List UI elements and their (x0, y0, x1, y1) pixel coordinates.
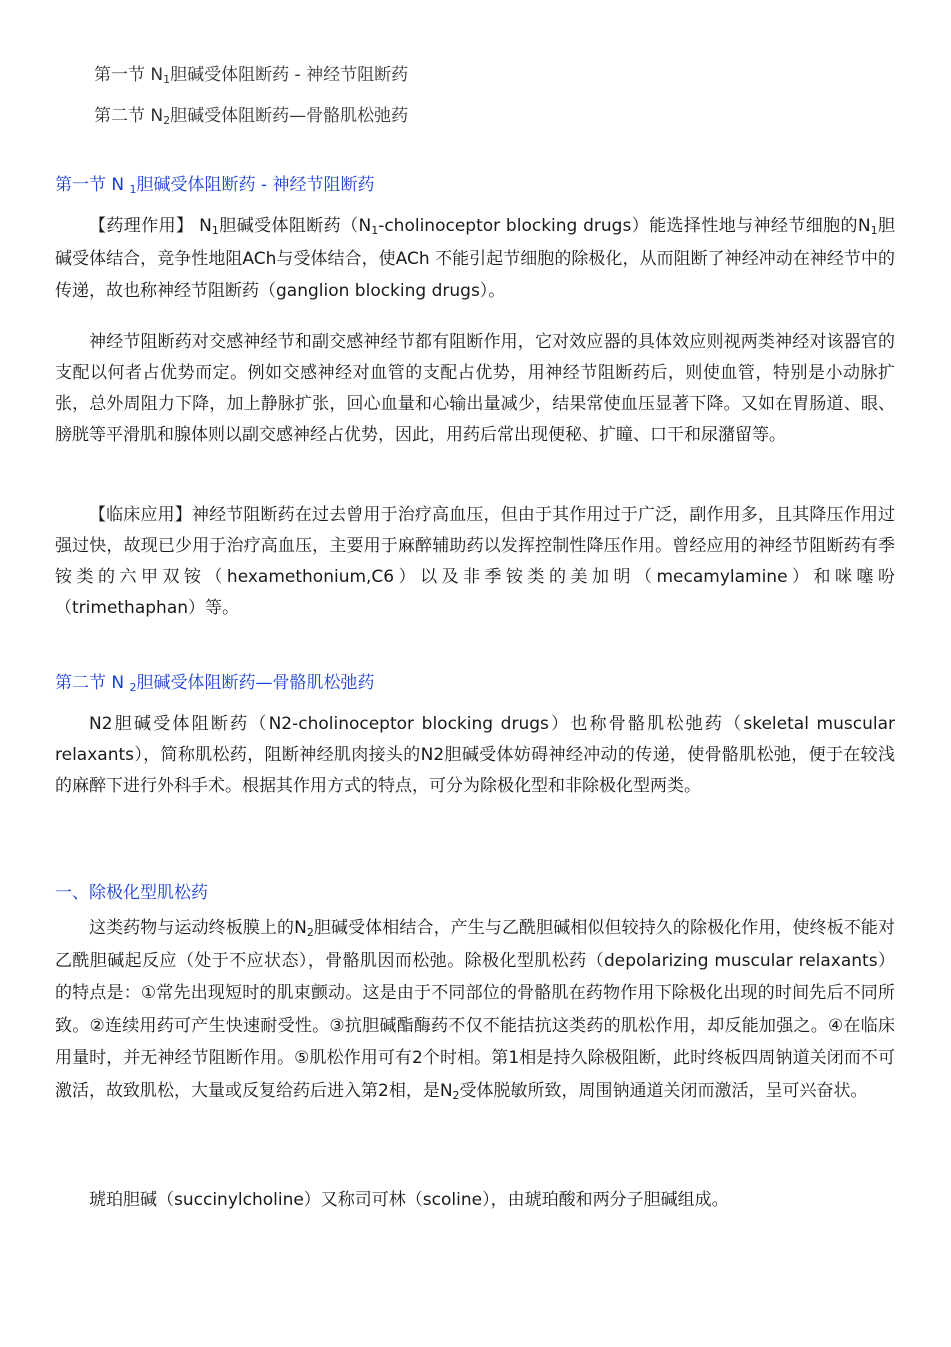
heading-text: 胆碱受体阻断药 - 神经节阻断药 (136, 175, 375, 195)
toc-text: 胆碱受体阻断药 - 神经节阻断药 (170, 65, 409, 85)
para-text: -cholinoceptor blocking drugs）能选择性地与神经节细胞的N (378, 216, 871, 236)
para-subscript: 2 (306, 926, 314, 939)
section-1-clinical-paragraph: 【临床应用】神经节阻断药在过去曾用于治疗高血压，但由于其作用过于广泛，副作用多，且其降压作用过强过快，故现已少用于治疗高血压，主要用于麻醉辅助药以发挥控制性降压作用。曾经应用的神经节阻断药有季铵类的六甲双铵（hexamethonium,C6）以及非季铵类的美加明（mecamylamine）和咪噻吩（trimethaphan）等。 (55, 505, 895, 618)
section-3-succinylcholine-paragraph: 琥珀胆碱（succinylcholine）又称司可林（scoline），由琥珀酸和两分子胆碱组成。 (89, 1190, 729, 1210)
section-3-depolarizing-paragraph (55, 912, 895, 1107)
section-2-intro-paragraph: N2胆碱受体阻断药（N2-cholinoceptor blocking drugs）也称骨骼肌松弛药（skeletal muscular relaxants），简称肌松药，阻断神经肌肉接头的N2胆碱受体妨碍神经冲动的传递，使骨骼肌松弛，便于在较浅的麻醉下进行外科手术。根据其作用方式的特点，可分为除极化型和非除极化型两类。 (55, 714, 895, 796)
section-3-heading: 一、除极化型肌松药 (55, 883, 208, 903)
toc-item-section-2[interactable] (94, 101, 408, 126)
toc-item-section-1[interactable] (94, 60, 408, 85)
heading-text: 第二节 N (55, 673, 130, 693)
section-2-heading (55, 668, 375, 693)
toc-text: 胆碱受体阻断药—骨骼肌松弛药 (170, 106, 409, 126)
toc-subscript: 1 (163, 73, 171, 86)
heading-subscript: 2 (129, 681, 137, 694)
toc-text: 第一节 N (94, 65, 164, 85)
para-text: 胆碱受体阻断药（N (218, 216, 372, 236)
para-text: 受体脱敏所致，周围钠通道关闭而激活，呈可兴奋状。 (459, 1080, 868, 1101)
para-subscript: 2 (452, 1088, 460, 1102)
para-text: 【药理作用】 N (89, 216, 212, 236)
heading-text: 第一节 N (55, 175, 130, 195)
para-subscript: 1 (211, 224, 219, 237)
para-subscript: 1 (870, 224, 878, 237)
toc-subscript: 2 (163, 114, 171, 127)
para-subscript: 1 (371, 224, 379, 237)
section-1-pharmacology-paragraph (55, 210, 895, 308)
para-text: 胆碱受体相结合，产生与乙酰胆碱相似但较持久的除极化作用，使终板不能对乙酰胆碱起反应（处于不应状态），骨骼肌因而松弛。除极化型肌松药（depolarizing muscular relaxants）的特点是：①常先出现短时的肌束颤动。这是由于不同部位的骨骼肌在药物作用下除极化出现的时间先后不同所致。②连续用药可产生快速耐受性。③抗胆碱酯酶药不仅不能拮抗这类药的肌松作用，却反能加强之。④在临床用量时，并无神经节阻断作用。⑤肌松作用可有2个时相。第1相是持久除极阻断，此时终板四周钠道关闭而不可激活，故致肌松，大量或反复给药后进入第2相，是N (55, 918, 896, 1101)
section-1-heading (55, 170, 374, 195)
heading-subscript: 1 (129, 183, 137, 196)
section-1-effect-paragraph: 神经节阻断药对交感神经节和副交感神经节都有阻断作用，它对效应器的具体效应则视两类神经对该器官的支配以何者占优势而定。例如交感神经对血管的支配占优势，用神经节阻断药后，则使血管，特别是小动脉扩张，总外周阻力下降，加上静脉扩张，回心血量和心输出量减少，结果常使血压显著下降。又如在胃肠道、眼、膀胱等平滑肌和腺体则以副交感神经占优势，因此，用药后常出现便秘、扩瞳、口干和尿潴留等。 (55, 332, 895, 445)
toc-text: 第二节 N (94, 106, 164, 126)
heading-text: 胆碱受体阻断药—骨骼肌松弛药 (136, 673, 375, 693)
para-text: 这类药物与运动终板膜上的N (89, 918, 307, 938)
para-text: 胆碱受体结合，竞争性地阻ACh与受体结合，使ACh 不能引起节细胞的除极化，从而阻断了神经冲动在神经节中的传递，故也称神经节阻断药（ganglion blocking drugs）。 (55, 216, 896, 301)
